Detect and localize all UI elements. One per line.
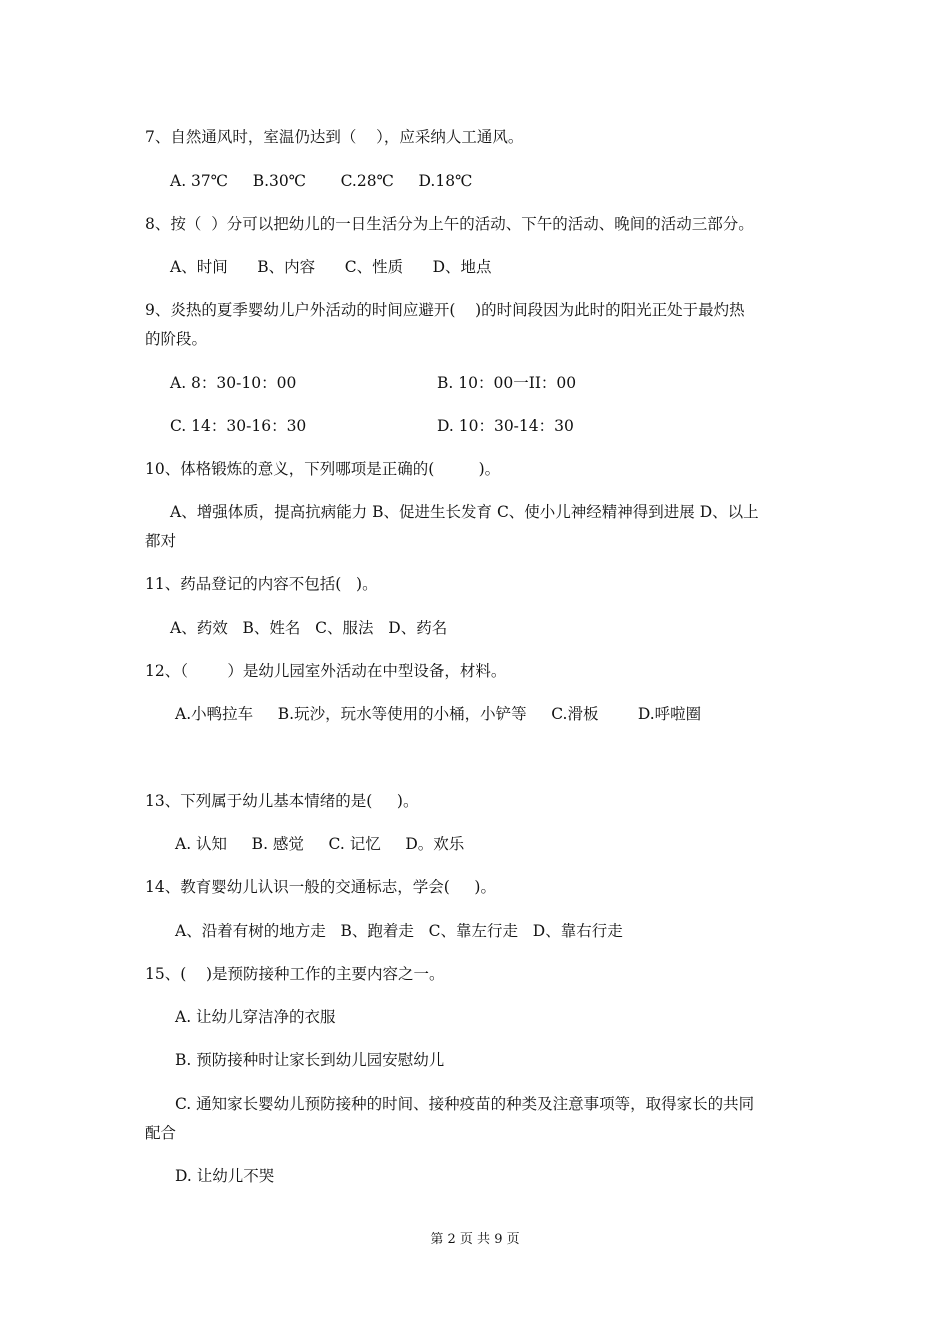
question-15-option-c-line2: 配合 [145,1124,177,1142]
question-11-options: A、药效 B、姓名 C、服法 D、药名 [170,619,448,637]
question-13-stem: 13、下列属于幼儿基本情绪的是( )。 [145,792,419,810]
question-15-option-b: B. 预防接种时让家长到幼儿园安慰幼儿 [175,1051,445,1069]
question-7-options: A. 37℃ B.30℃ C.28℃ D.18℃ [170,172,473,190]
question-8-stem: 8、按（ ）分可以把幼儿的一日生活分为上午的活动、下午的活动、晚间的活动三部分。 [145,215,754,233]
question-15-option-c-line1: C. 通知家长婴幼儿预防接种的时间、接种疫苗的种类及注意事项等，取得家长的共同 [175,1095,755,1113]
question-10-stem: 10、体格锻炼的意义，下列哪项是正确的( )。 [145,460,501,478]
question-9-stem-line1: 9、炎热的夏季婴幼儿户外活动的时间应避开( )的时间段因为此时的阳光正处于最灼热 [145,301,745,319]
question-8-options: A、时间 B、内容 C、性质 D、地点 [170,258,492,276]
question-15-option-d: D. 让幼儿不哭 [175,1167,275,1185]
question-12-stem: 12、（ ）是幼儿园室外活动在中型设备，材料。 [145,662,507,680]
question-11-stem: 11、药品登记的内容不包括( )。 [145,575,378,593]
question-9-option-d: D. 10：30-14：30 [437,417,574,435]
question-14-stem: 14、教育婴幼儿认识一般的交通标志，学会( )。 [145,878,496,896]
question-9-option-a: A. 8：30-10：00 [170,374,297,392]
question-10-options-line1: A、增强体质，提高抗病能力 B、促进生长发育 C、使小儿神经精神得到进展 D、以上 [170,503,759,521]
question-10-options-line2: 都对 [145,532,177,550]
question-12-options: A.小鸭拉车 B.玩沙，玩水等使用的小桶，小铲等 C.滑板 D.呼啦圈 [175,705,702,723]
question-13-options: A. 认知 B. 感觉 C. 记忆 D。欢乐 [175,835,465,853]
page-footer: 第 2 页 共 9 页 [430,1232,520,1247]
question-15-option-a: A. 让幼儿穿洁净的衣服 [175,1008,336,1026]
question-9-option-b: B. 10：00一II：00 [437,374,577,392]
question-14-options: A、沿着有树的地方走 B、跑着走 C、靠左行走 D、靠右行走 [175,922,623,940]
question-7-stem: 7、自然通风时，室温仍达到（ ），应采纳人工通风。 [145,128,524,146]
question-15-stem: 15、( )是预防接种工作的主要内容之一。 [145,965,445,983]
question-9-option-c: C. 14：30-16：30 [170,417,307,435]
question-9-stem-line2: 的阶段。 [145,330,208,348]
